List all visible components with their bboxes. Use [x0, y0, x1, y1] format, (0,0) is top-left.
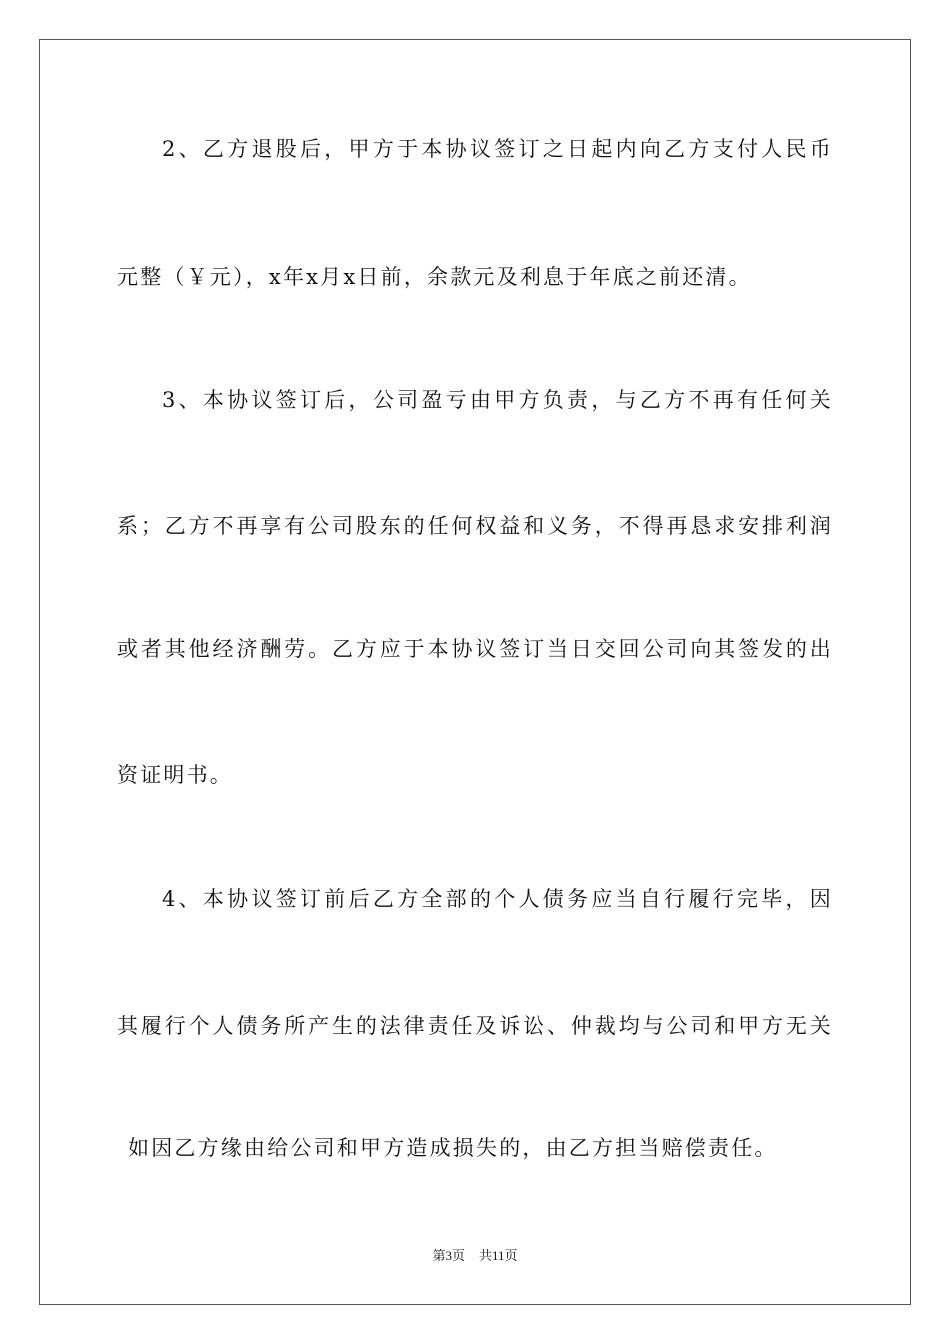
page-frame: [39, 39, 911, 1305]
paragraph-2-line-1: 2、乙方退股后，甲方于本协议签订之日起内向乙方支付人民币: [162, 137, 833, 161]
paragraph-4-line-1: 4、本协议签订前后乙方全部的个人债务应当自行履行完毕，因: [162, 887, 833, 911]
paragraph-3-line-4: 资证明书。: [117, 763, 233, 787]
paragraph-4-line-3: 如因乙方缘由给公司和甲方造成损失的，由乙方担当赔偿责任。: [128, 1136, 778, 1160]
paragraph-4-line-2: 其履行个人债务所产生的法律责任及诉讼、仲裁均与公司和甲方无关: [117, 1014, 833, 1038]
paragraph-3-line-3: 或者其他经济酬劳。乙方应于本协议签订当日交回公司向其签发的出: [117, 637, 833, 661]
paragraph-3-line-1: 3、本协议签订后，公司盈亏由甲方负责，与乙方不再有任何关: [162, 388, 833, 412]
page-footer: [0, 1247, 950, 1265]
page-total: 共11页: [478, 1248, 518, 1263]
page-number: 第3页: [432, 1248, 465, 1263]
paragraph-3-line-2: 系；乙方不再享有公司股东的任何权益和义务，不得再恳求安排利润: [117, 514, 833, 538]
paragraph-2-line-2: 元整（￥元），x年x月x日前，余款元及利息于年底之前还清。: [117, 265, 752, 289]
